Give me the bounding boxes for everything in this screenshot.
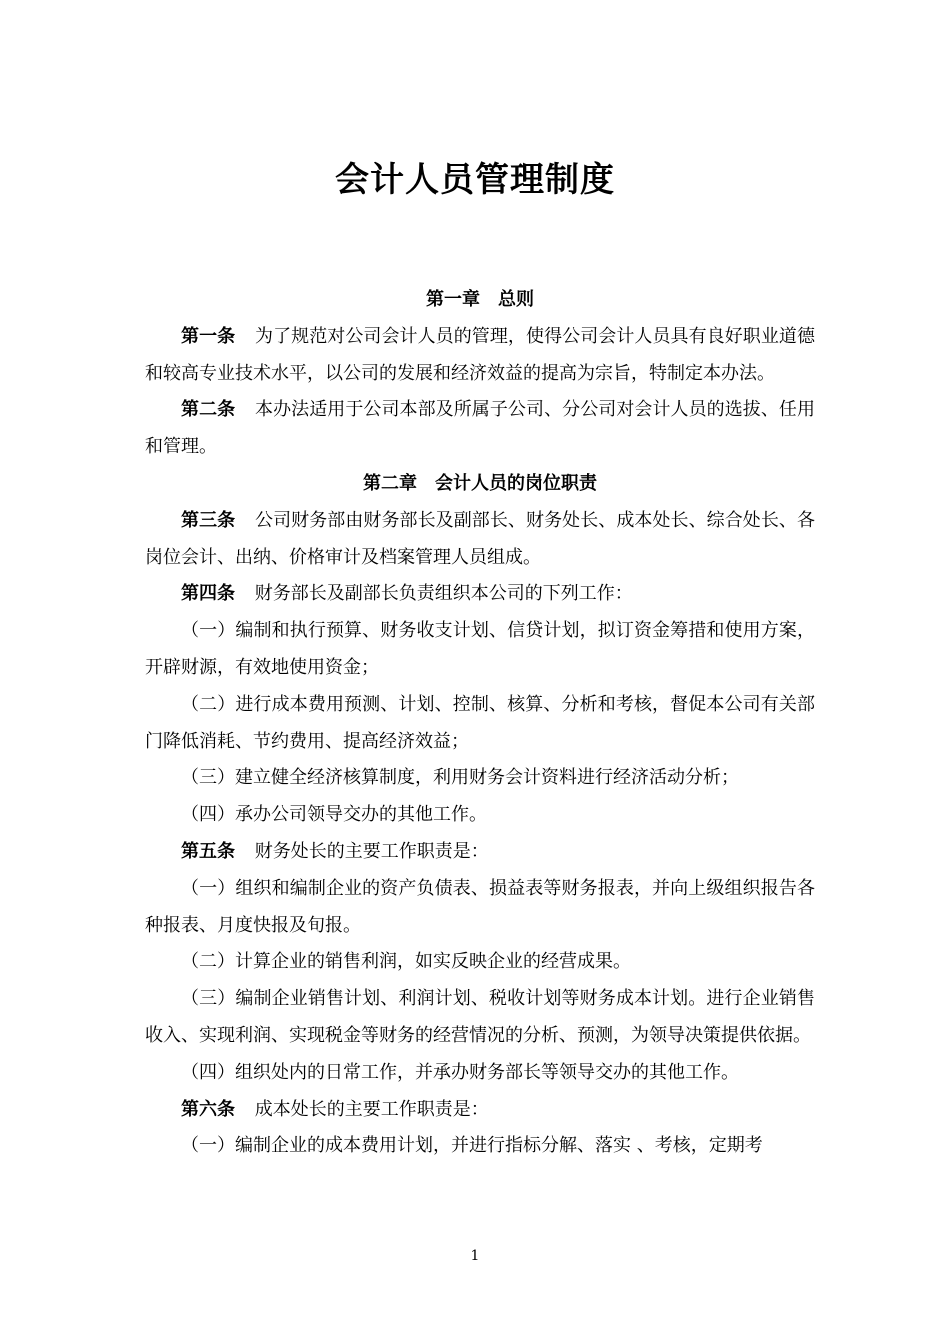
list-item: （三）编制企业销售计划、利润计划、税收计划等财务成本计划。进行企业销售收入、实现利润、实现税金等财务的经营情况的分析、预测，为领导决策提供依据。 [145, 988, 815, 1046]
article-text: 本办法适用于公司本部及所属子公司、分公司对会计人员的选拔、任用和管理。 [145, 399, 815, 458]
list-item: （三）建立健全经济核算制度，利用财务会计资料进行经济活动分析； [181, 767, 739, 789]
article-label: 第三条 [181, 509, 236, 531]
list-item: （一）编制和执行预算、财务收支计划、信贷计划，拟订资金筹措和使用方案，开辟财源，有效地使用资金； [145, 620, 815, 678]
list-item: （四）组织处内的日常工作，并承办财务部长等领导交办的其他工作。 [181, 1061, 739, 1083]
article-label: 第二条 [181, 399, 236, 421]
chapter-heading-1: 第一章 总则 [426, 289, 534, 310]
article-text: 为了规范对公司会计人员的管理，使得公司会计人员具有良好职业道德和较高专业技术水平，以公司的发展和经济效益的提高为宗旨，特制定本办法。 [145, 325, 815, 384]
page-number: 1 [470, 1248, 480, 1264]
article-text: 公司财务部由财务部长及副部长、财务处长、成本处长、综合处长、各岗位会计、出纳、价格审计及档案管理人员组成。 [145, 509, 815, 568]
article-2 [145, 392, 815, 466]
page-title: 会计人员管理制度 [335, 160, 615, 200]
list-item: （一）编制企业的成本费用计划，并进行指标分解、落实 、考核，定期考 [181, 1135, 763, 1157]
article-5 [145, 834, 815, 871]
list-item: （二）进行成本费用预测、计划、控制、核算、分析和考核，督促本公司有关部门降低消耗、节约费用、提高经济效益； [145, 693, 815, 752]
article-text: 财务部长及副部长负责组织本公司的下列工作： [254, 583, 633, 605]
list-item: （二）计算企业的销售利润，如实反映企业的经营成果。 [181, 951, 631, 973]
article-label: 第六条 [181, 1098, 235, 1120]
article-1 [145, 319, 815, 393]
article-label: 第一条 [181, 325, 236, 347]
article-3 [145, 503, 815, 577]
document-body [145, 282, 815, 1165]
list-item: （一）组织和编制企业的资产负债表、损益表等财务报表，并向上级组织报告各种报表、月度快报及旬报。 [145, 877, 815, 936]
article-4 [145, 576, 815, 613]
article-text: 财务处长的主要工作职责是： [254, 840, 489, 862]
list-item: （四）承办公司领导交办的其他工作。 [181, 804, 487, 826]
article-label: 第四条 [181, 583, 235, 605]
chapter-heading-2: 第二章 会计人员的岗位职责 [363, 472, 597, 494]
article-text: 成本处长的主要工作职责是： [254, 1098, 489, 1120]
article-6 [145, 1092, 815, 1129]
article-label: 第五条 [181, 840, 235, 862]
